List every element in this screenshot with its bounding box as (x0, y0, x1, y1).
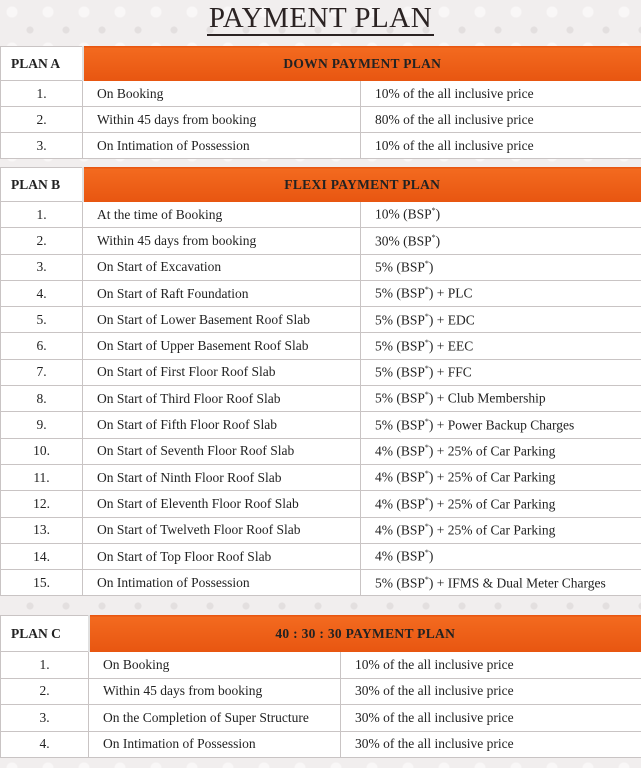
row-number: 1. (1, 202, 83, 228)
row-amount: 80% of the all inclusive price (361, 107, 641, 133)
row-amount: 5% (BSP*) + IFMS & Dual Meter Charges (361, 570, 641, 596)
row-amount: 5% (BSP*) + EDC (361, 307, 641, 333)
row-stage: On Intimation of Possession (83, 570, 361, 596)
row-stage: On Start of Excavation (83, 254, 361, 280)
plan-a-label: PLAN A (1, 47, 83, 81)
row-amount: 4% (BSP*) + 25% of Car Parking (361, 491, 641, 517)
row-number: 2. (1, 678, 89, 705)
plan-a-table (0, 46, 641, 159)
row-amount: 4% (BSP*) + 25% of Car Parking (361, 517, 641, 543)
plan-c-header-row (1, 616, 641, 652)
plan-b-header-row (1, 168, 641, 202)
table-row (1, 133, 641, 159)
row-number: 5. (1, 307, 83, 333)
row-stage: On Start of Eleventh Floor Roof Slab (83, 491, 361, 517)
row-number: 11. (1, 464, 83, 490)
row-stage: Within 45 days from booking (89, 678, 341, 705)
row-amount: 5% (BSP*) + Club Membership (361, 386, 641, 412)
table-row (1, 228, 641, 254)
row-number: 10. (1, 438, 83, 464)
plan-b-heading: FLEXI PAYMENT PLAN (83, 168, 641, 202)
row-amount: 5% (BSP*) + FFC (361, 359, 641, 385)
row-number: 2. (1, 107, 83, 133)
row-stage: On Start of First Floor Roof Slab (83, 359, 361, 385)
plan-c-heading: 40 : 30 : 30 PAYMENT PLAN (89, 616, 641, 652)
plan-a-heading: DOWN PAYMENT PLAN (83, 47, 641, 81)
table-row (1, 412, 641, 438)
row-stage: On Start of Twelveth Floor Roof Slab (83, 517, 361, 543)
plan-c-label: PLAN C (1, 616, 89, 652)
row-amount: 5% (BSP*) + EEC (361, 333, 641, 359)
row-stage: Within 45 days from booking (83, 107, 361, 133)
table-row (1, 678, 641, 705)
plan-b-table (0, 167, 641, 596)
row-amount: 5% (BSP*) (361, 254, 641, 280)
table-row (1, 705, 641, 732)
table-row (1, 280, 641, 306)
row-stage: On the Completion of Super Structure (89, 705, 341, 732)
row-number: 6. (1, 333, 83, 359)
table-row (1, 386, 641, 412)
row-stage: On Booking (83, 81, 361, 107)
row-amount: 4% (BSP*) + 25% of Car Parking (361, 438, 641, 464)
table-row (1, 202, 641, 228)
row-stage: On Start of Ninth Floor Roof Slab (83, 464, 361, 490)
row-number: 2. (1, 228, 83, 254)
row-stage: At the time of Booking (83, 202, 361, 228)
table-row (1, 652, 641, 679)
row-number: 3. (1, 705, 89, 732)
row-amount: 30% of the all inclusive price (341, 731, 641, 758)
table-row (1, 438, 641, 464)
table-row (1, 464, 641, 490)
table-row (1, 307, 641, 333)
row-stage: On Start of Fifth Floor Roof Slab (83, 412, 361, 438)
row-number: 13. (1, 517, 83, 543)
table-row (1, 333, 641, 359)
row-number: 8. (1, 386, 83, 412)
row-amount: 10% of the all inclusive price (341, 652, 641, 679)
row-amount: 4% (BSP*) (361, 543, 641, 569)
table-row (1, 491, 641, 517)
row-stage: Within 45 days from booking (83, 228, 361, 254)
row-stage: On Intimation of Possession (83, 133, 361, 159)
row-number: 1. (1, 652, 89, 679)
row-number: 12. (1, 491, 83, 517)
row-amount: 30% of the all inclusive price (341, 705, 641, 732)
table-row (1, 543, 641, 569)
row-number: 7. (1, 359, 83, 385)
row-stage: On Start of Raft Foundation (83, 280, 361, 306)
row-amount: 30% of the all inclusive price (341, 678, 641, 705)
row-amount: 10% of the all inclusive price (361, 133, 641, 159)
table-row (1, 254, 641, 280)
row-amount: 10% (BSP*) (361, 202, 641, 228)
row-stage: On Start of Seventh Floor Roof Slab (83, 438, 361, 464)
table-row (1, 81, 641, 107)
plan-c-table (0, 615, 641, 758)
row-amount: 10% of the all inclusive price (361, 81, 641, 107)
table-row (1, 570, 641, 596)
page-title: PAYMENT PLAN (208, 2, 433, 34)
table-row (1, 517, 641, 543)
plan-b-label: PLAN B (1, 168, 83, 202)
row-stage: On Booking (89, 652, 341, 679)
row-amount: 5% (BSP*) + PLC (361, 280, 641, 306)
row-stage: On Start of Third Floor Roof Slab (83, 386, 361, 412)
row-amount: 4% (BSP*) + 25% of Car Parking (361, 464, 641, 490)
table-row (1, 107, 641, 133)
row-number: 3. (1, 254, 83, 280)
row-number: 9. (1, 412, 83, 438)
row-number: 15. (1, 570, 83, 596)
row-amount: 5% (BSP*) + Power Backup Charges (361, 412, 641, 438)
row-stage: On Start of Lower Basement Roof Slab (83, 307, 361, 333)
row-number: 3. (1, 133, 83, 159)
row-stage: On Start of Top Floor Roof Slab (83, 543, 361, 569)
row-number: 1. (1, 81, 83, 107)
table-row (1, 359, 641, 385)
row-amount: 30% (BSP*) (361, 228, 641, 254)
row-number: 4. (1, 280, 83, 306)
row-stage: On Start of Upper Basement Roof Slab (83, 333, 361, 359)
table-row (1, 731, 641, 758)
row-number: 4. (1, 731, 89, 758)
row-number: 14. (1, 543, 83, 569)
plan-a-header-row (1, 47, 641, 81)
row-stage: On Intimation of Possession (89, 731, 341, 758)
